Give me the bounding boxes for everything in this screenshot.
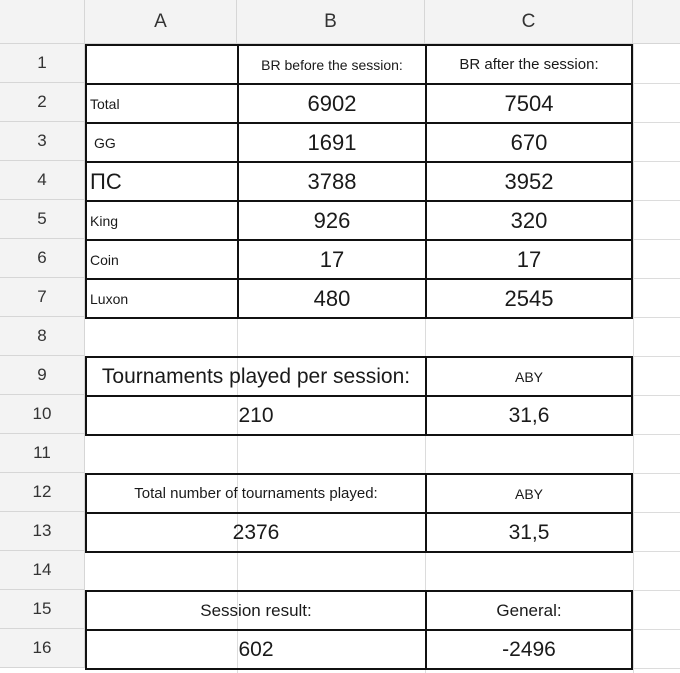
cell-b7[interactable]: 480 xyxy=(237,278,427,319)
column-header-d[interactable] xyxy=(633,0,680,44)
cell-a5[interactable]: King xyxy=(85,200,239,241)
cell-c16[interactable]: -2496 xyxy=(425,629,633,670)
cell-b3[interactable]: 1691 xyxy=(237,122,427,163)
column-header-b[interactable]: B xyxy=(237,0,425,44)
cell-a9-merged[interactable]: Tournaments played per session: xyxy=(85,356,427,397)
row-header-14[interactable]: 14 xyxy=(0,551,85,590)
cell-b4[interactable]: 3788 xyxy=(237,161,427,202)
row-header-9[interactable]: 9 xyxy=(0,356,85,395)
cell-a2[interactable]: Total xyxy=(85,83,239,124)
row-header-15[interactable]: 15 xyxy=(0,590,85,629)
cell-a6[interactable]: Coin xyxy=(85,239,239,280)
row-header-5[interactable]: 5 xyxy=(0,200,85,239)
cell-b6[interactable]: 17 xyxy=(237,239,427,280)
cell-a16-merged[interactable]: 602 xyxy=(85,629,427,670)
cell-a3[interactable]: GG xyxy=(85,122,239,163)
cell-c1[interactable]: BR after the session: xyxy=(425,44,633,85)
cell-c13[interactable]: 31,5 xyxy=(425,512,633,553)
cell-c9[interactable]: ABY xyxy=(425,356,633,397)
cell-a10-merged[interactable]: 210 xyxy=(85,395,427,436)
row-header-3[interactable]: 3 xyxy=(0,122,85,161)
cell-c3[interactable]: 670 xyxy=(425,122,633,163)
row-header-11[interactable]: 11 xyxy=(0,434,85,473)
cell-c6[interactable]: 17 xyxy=(425,239,633,280)
row-header-8[interactable]: 8 xyxy=(0,317,85,356)
select-all-corner[interactable] xyxy=(0,0,85,44)
cell-a4[interactable]: ПС xyxy=(85,161,239,202)
column-header-c[interactable]: C xyxy=(425,0,633,44)
column-header-a[interactable]: A xyxy=(85,0,237,44)
row-header-2[interactable]: 2 xyxy=(0,83,85,122)
cell-a13-merged[interactable]: 2376 xyxy=(85,512,427,553)
cell-c15[interactable]: General: xyxy=(425,590,633,631)
cell-b2[interactable]: 6902 xyxy=(237,83,427,124)
cell-c4[interactable]: 3952 xyxy=(425,161,633,202)
row-header-13[interactable]: 13 xyxy=(0,512,85,551)
cell-a12-merged[interactable]: Total number of tournaments played: xyxy=(85,473,427,514)
cell-a15-merged[interactable]: Session result: xyxy=(85,590,427,631)
cell-c2[interactable]: 7504 xyxy=(425,83,633,124)
row-header-4[interactable]: 4 xyxy=(0,161,85,200)
row-header-12[interactable]: 12 xyxy=(0,473,85,512)
cell-c10[interactable]: 31,6 xyxy=(425,395,633,436)
cell-a1[interactable] xyxy=(85,44,239,85)
cell-b5[interactable]: 926 xyxy=(237,200,427,241)
row-header-7[interactable]: 7 xyxy=(0,278,85,317)
cell-a7[interactable]: Luxon xyxy=(85,278,239,319)
cell-c7[interactable]: 2545 xyxy=(425,278,633,319)
row-header-1[interactable]: 1 xyxy=(0,44,85,83)
cell-b1[interactable]: BR before the session: xyxy=(237,44,427,85)
cell-c12[interactable]: ABY xyxy=(425,473,633,514)
gridline xyxy=(633,44,634,673)
row-header-6[interactable]: 6 xyxy=(0,239,85,278)
cell-c5[interactable]: 320 xyxy=(425,200,633,241)
row-header-10[interactable]: 10 xyxy=(0,395,85,434)
row-header-16[interactable]: 16 xyxy=(0,629,85,668)
